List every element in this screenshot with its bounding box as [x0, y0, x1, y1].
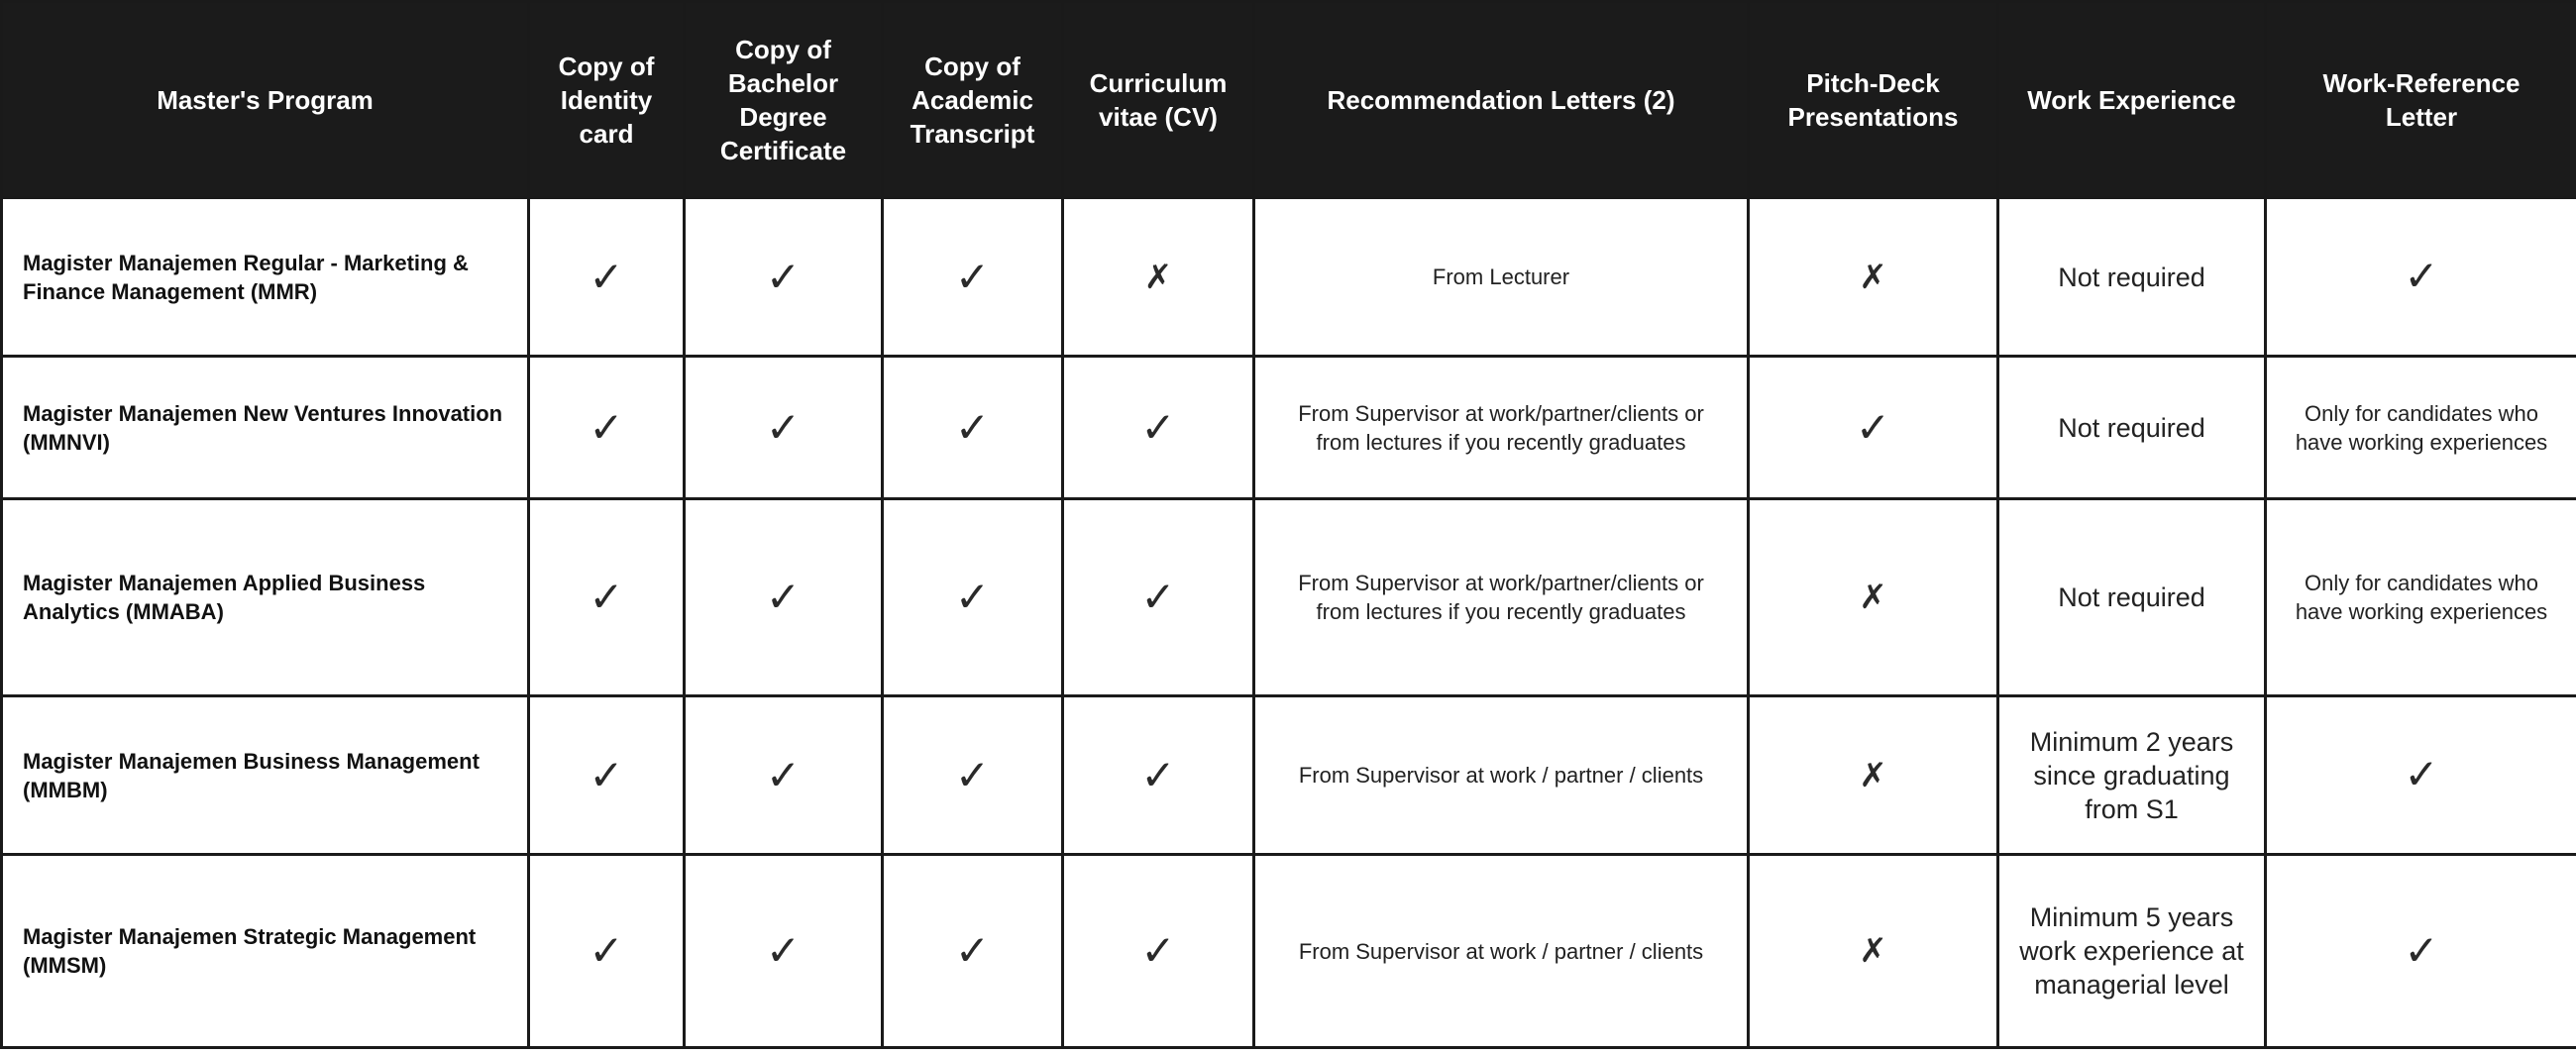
header-curriculum-vitae: Curriculum vitae (CV): [1063, 2, 1254, 198]
check-icon: ✓: [1140, 926, 1176, 975]
program-name-cell: Magister Manajemen Strategic Management (MMSM): [2, 855, 529, 1048]
cross-icon: ✗: [1859, 931, 1887, 971]
cross-icon: ✗: [1859, 755, 1887, 795]
recommendation-cell: From Supervisor at work / partner / clients: [1254, 696, 1749, 855]
pitch-deck-cell: [1749, 855, 1998, 1048]
work-reference-cell: Only for candidates who have working experiences: [2266, 357, 2576, 499]
program-name-cell: Magister Manajemen Applied Business Analytics (MMABA): [2, 499, 529, 696]
work-reference-cell: [2266, 855, 2576, 1048]
work-reference-cell: [2266, 696, 2576, 855]
check-icon: ✓: [589, 252, 624, 301]
cv-cell: [1063, 198, 1254, 357]
cross-icon: ✗: [1859, 578, 1887, 617]
work-reference-cell: Only for candidates who have working experiences: [2266, 499, 2576, 696]
header-work-reference: Work-Reference Letter: [2266, 2, 2576, 198]
identity-cell: [529, 855, 685, 1048]
check-icon: ✓: [954, 926, 991, 975]
check-icon: ✓: [1140, 573, 1176, 621]
transcript-cell: [883, 499, 1063, 696]
identity-cell: [529, 198, 685, 357]
work-experience-cell: Not required: [1998, 499, 2266, 696]
table-row: [2, 499, 2576, 696]
header-row: [2, 2, 2576, 198]
check-icon: ✓: [1140, 750, 1176, 799]
pitch-deck-cell: [1749, 357, 1998, 499]
header-pitch-deck: Pitch-Deck Presentations: [1749, 2, 1998, 198]
table-row: [2, 855, 2576, 1048]
bachelor-cell: [685, 198, 883, 357]
table-row: [2, 357, 2576, 499]
check-icon: ✓: [2404, 750, 2439, 798]
work-experience-cell: Minimum 2 years since graduating from S1: [1998, 696, 2266, 855]
recommendation-cell: From Supervisor at work/partner/clients or from lectures if you recently graduates: [1254, 357, 1749, 499]
check-icon: ✓: [589, 402, 624, 452]
check-icon: ✓: [765, 573, 802, 621]
recommendation-cell: From Supervisor at work/partner/clients or from lectures if you recently graduates: [1254, 499, 1749, 696]
identity-cell: [529, 696, 685, 855]
check-icon: ✓: [954, 252, 991, 301]
transcript-cell: [883, 855, 1063, 1048]
identity-cell: [529, 499, 685, 696]
header-masters-program: Master's Program: [2, 2, 529, 198]
header-work-experience: Work Experience: [1998, 2, 2266, 198]
check-icon: ✓: [954, 573, 991, 621]
check-icon: ✓: [1140, 402, 1176, 452]
transcript-cell: [883, 696, 1063, 855]
transcript-cell: [883, 198, 1063, 357]
identity-cell: [529, 357, 685, 499]
bachelor-cell: [685, 357, 883, 499]
pitch-deck-cell: [1749, 198, 1998, 357]
header-identity-card: Copy of Identity card: [529, 2, 685, 198]
check-icon: ✓: [2404, 252, 2439, 300]
work-experience-cell: Not required: [1998, 357, 2266, 499]
cross-icon: ✗: [1859, 257, 1887, 297]
recommendation-cell: From Lecturer: [1254, 198, 1749, 357]
cv-cell: [1063, 499, 1254, 696]
bachelor-cell: [685, 855, 883, 1048]
check-icon: ✓: [589, 573, 624, 621]
check-icon: ✓: [765, 402, 802, 452]
work-reference-cell: [2266, 198, 2576, 357]
header-academic-transcript: Copy of Academic Transcript: [883, 2, 1063, 198]
check-icon: ✓: [589, 926, 624, 975]
check-icon: ✓: [589, 750, 624, 799]
check-icon: ✓: [765, 750, 802, 799]
header-recommendation-letters: Recommendation Letters (2): [1254, 2, 1749, 198]
table-row: [2, 198, 2576, 357]
work-experience-cell: Not required: [1998, 198, 2266, 357]
work-experience-cell: Minimum 5 years work experience at managerial level: [1998, 855, 2266, 1048]
check-icon: ✓: [765, 926, 802, 975]
check-icon: ✓: [2404, 925, 2439, 975]
bachelor-cell: [685, 499, 883, 696]
cv-cell: [1063, 696, 1254, 855]
recommendation-cell: From Supervisor at work / partner / clients: [1254, 855, 1749, 1048]
pitch-deck-cell: [1749, 696, 1998, 855]
check-icon: ✓: [1855, 402, 1891, 452]
table-row: [2, 696, 2576, 855]
check-icon: ✓: [765, 252, 802, 301]
program-name-cell: Magister Manajemen New Ventures Innovation (MMNVI): [2, 357, 529, 499]
transcript-cell: [883, 357, 1063, 499]
cv-cell: [1063, 855, 1254, 1048]
cross-icon: ✗: [1143, 257, 1173, 297]
program-name-cell: Magister Manajemen Regular - Marketing & Finance Management (MMR): [2, 198, 529, 357]
program-name-cell: Magister Manajemen Business Management (MMBM): [2, 696, 529, 855]
header-bachelor-certificate: Copy of Bachelor Degree Certificate: [685, 2, 883, 198]
bachelor-cell: [685, 696, 883, 855]
cv-cell: [1063, 357, 1254, 499]
check-icon: ✓: [954, 402, 991, 452]
check-icon: ✓: [954, 750, 991, 799]
pitch-deck-cell: [1749, 499, 1998, 696]
